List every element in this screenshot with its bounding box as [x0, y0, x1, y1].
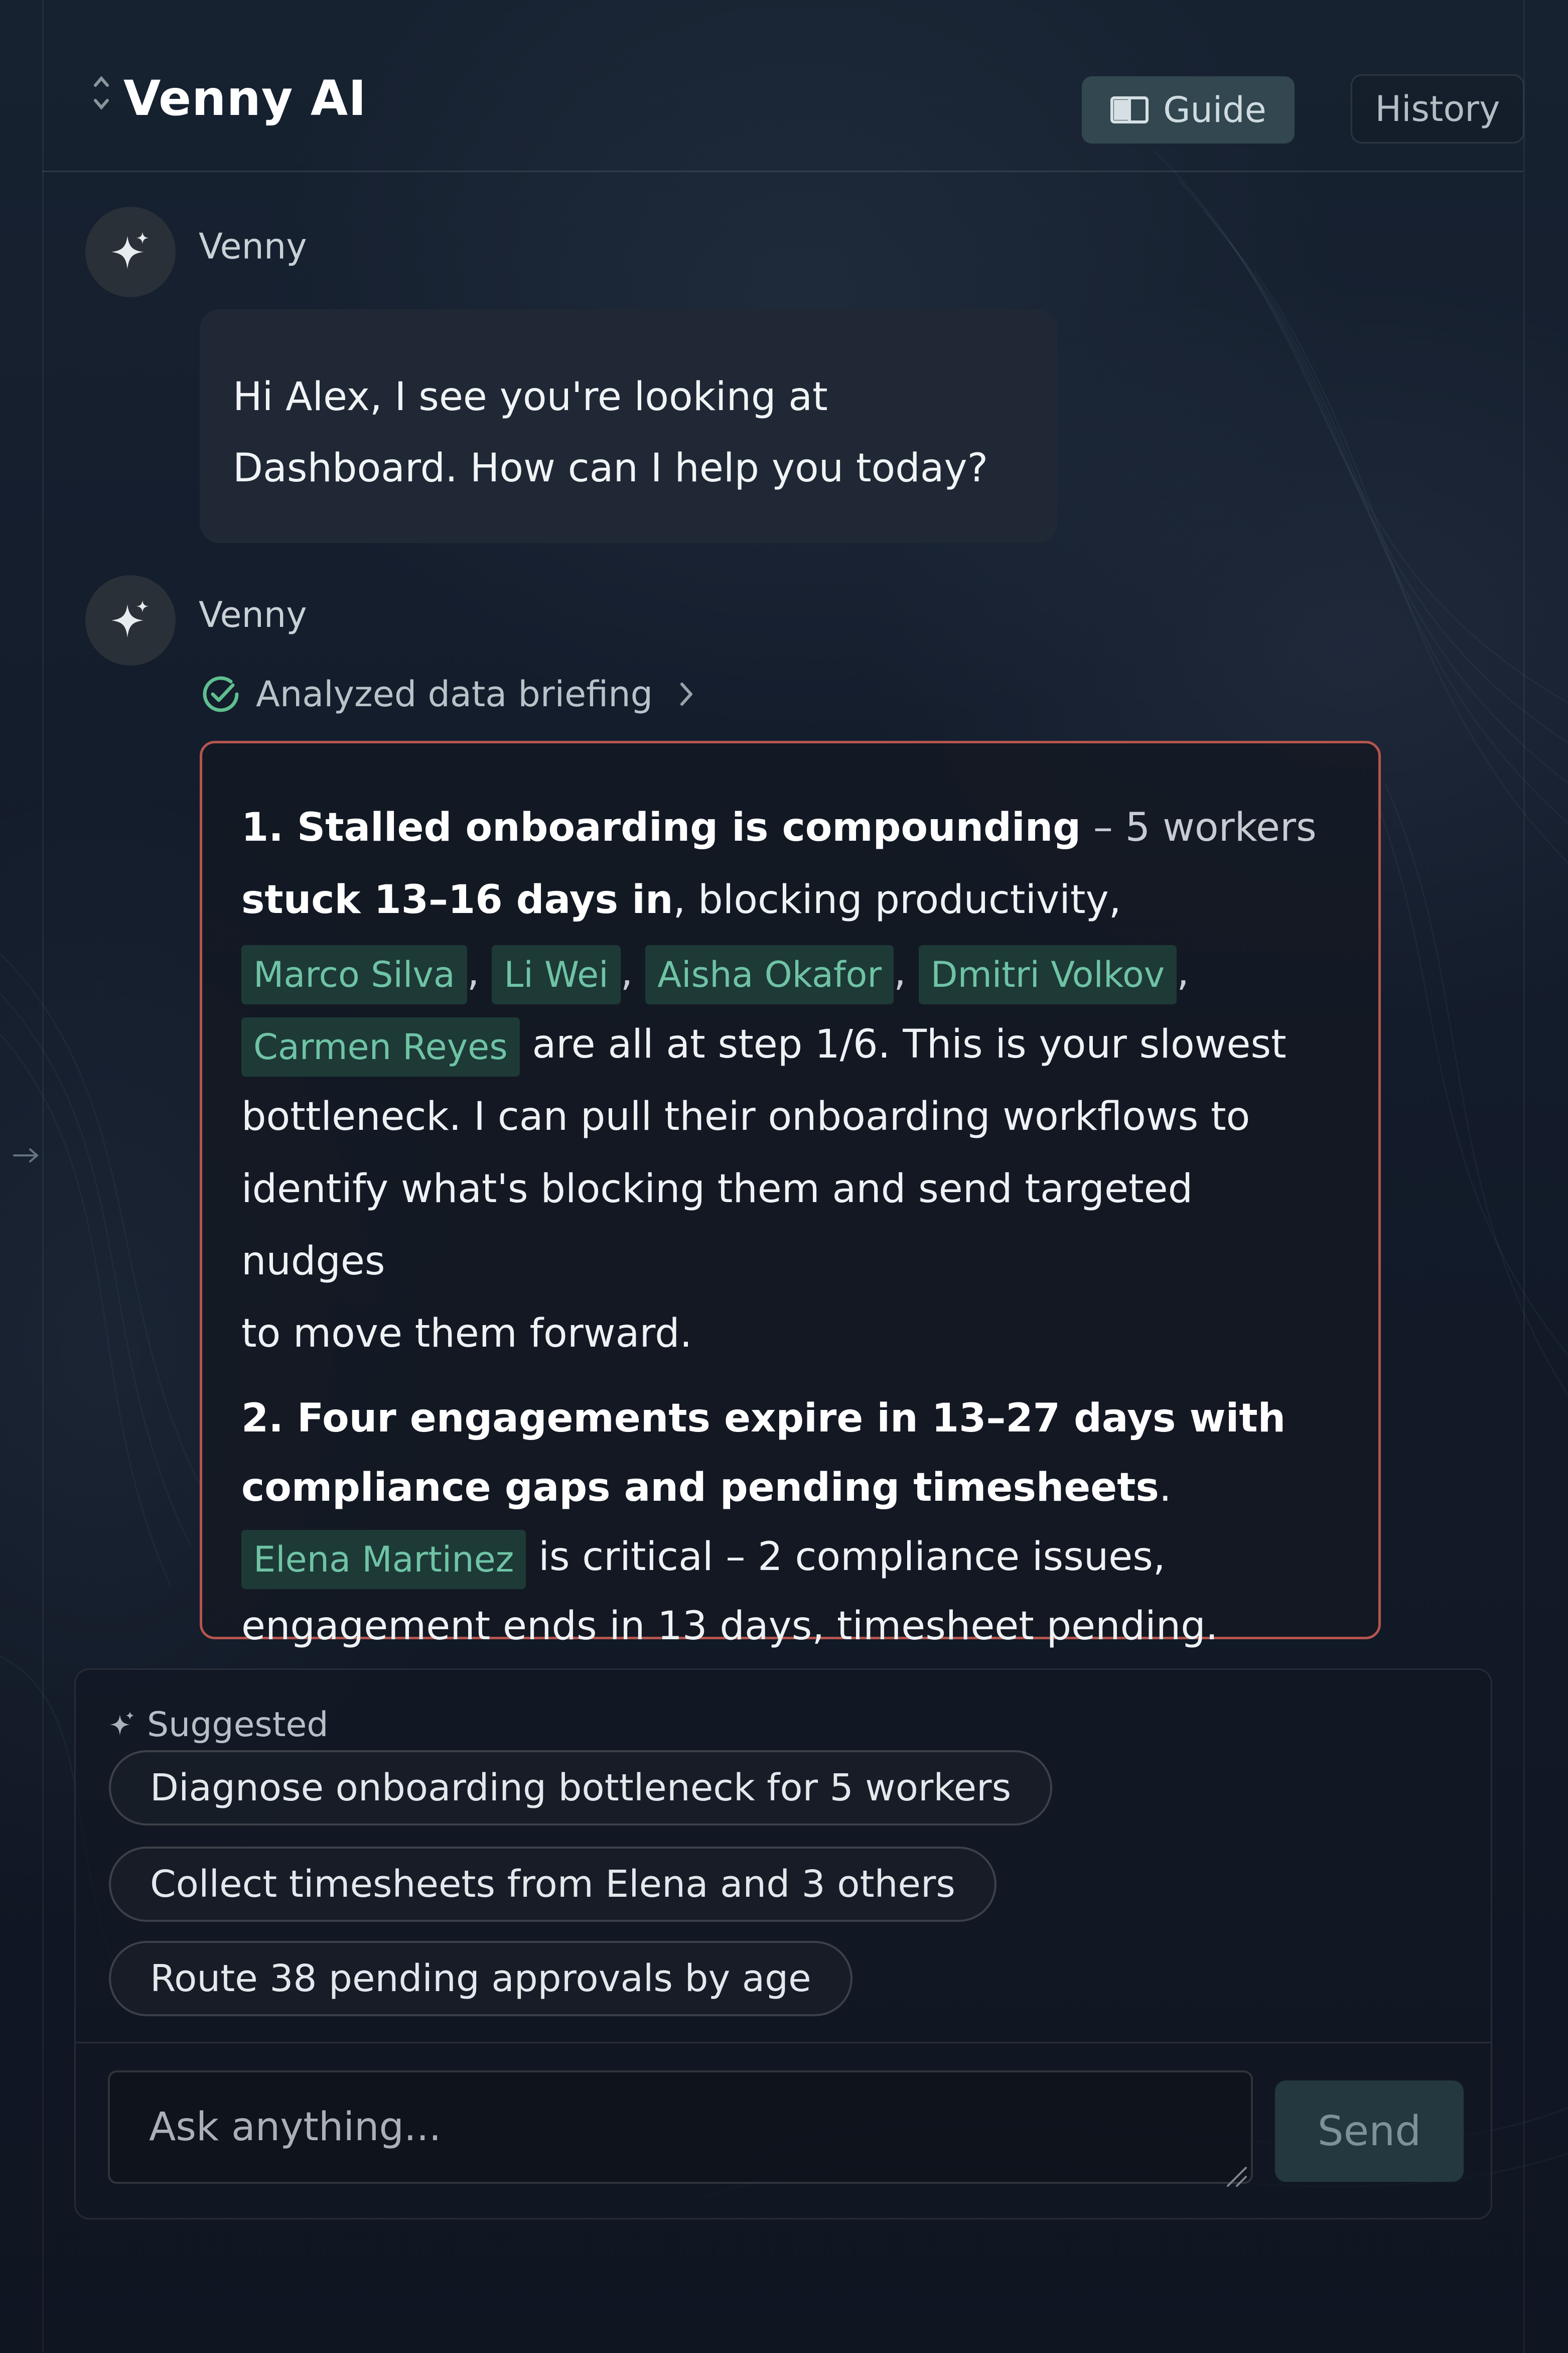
- guide-button[interactable]: [1082, 76, 1295, 144]
- composer-divider: [76, 2042, 1491, 2043]
- left-rail-divider: [42, 0, 44, 2353]
- data-briefing-card: [200, 741, 1381, 1649]
- worker-chip-dmitri-volkov[interactable]: Dmitri Volkov: [919, 945, 1177, 1004]
- briefing-text: – 5 workers: [1081, 805, 1317, 850]
- history-button[interactable]: History: [1351, 74, 1524, 144]
- check-circle-icon: [200, 673, 242, 715]
- chevron-right-icon: [677, 679, 697, 709]
- message-line: Hi Alex, I see you're looking at: [233, 374, 828, 420]
- sender-name: Venny: [199, 226, 307, 267]
- suggestion-chip-timesheets[interactable]: Collect timesheets from Elena and 3 others: [109, 1847, 996, 1922]
- suggested-label: Suggested: [147, 1705, 329, 1745]
- briefing-heading: stuck 13–16 days in: [241, 877, 673, 923]
- venny-avatar: [85, 575, 176, 666]
- briefing-heading: 1. Stalled onboarding is compounding: [241, 805, 1081, 850]
- worker-chip-li-wei[interactable]: Li Wei: [492, 945, 620, 1004]
- briefing-text: bottleneck. I can pull their onboarding workflows to: [241, 1094, 1250, 1139]
- worker-chip-marco-silva[interactable]: Marco Silva: [241, 945, 467, 1004]
- message-line: Dashboard. How can I help you today?: [233, 446, 988, 491]
- collapse-icon[interactable]: [90, 70, 120, 115]
- suggestion-chip-onboarding[interactable]: Diagnose onboarding bottleneck for 5 workers: [109, 1750, 1052, 1825]
- worker-chip-elena-martinez[interactable]: Elena Martinez: [241, 1530, 526, 1589]
- briefing-text: are all at step 1/6. This is your slowest: [519, 1022, 1287, 1067]
- briefing-heading: compliance gaps and pending timesheets: [241, 1465, 1159, 1510]
- worker-chip-aisha-okafor[interactable]: Aisha Okafor: [645, 945, 894, 1004]
- worker-chip-carmen-reyes[interactable]: Carmen Reyes: [241, 1017, 520, 1077]
- briefing-heading: 2. Four engagements expire in 13–27 days with: [241, 1396, 1286, 1441]
- briefing-text: identify what's blocking them and send targeted nudges: [241, 1166, 1193, 1284]
- sparkle-icon: [107, 597, 154, 643]
- sender-name: Venny: [199, 594, 307, 635]
- assistant-message-bubble: [200, 309, 1058, 543]
- panel-header: [42, 0, 1523, 172]
- app-title: Venny AI: [123, 70, 367, 126]
- tool-step-label: Analyzed data briefing: [256, 674, 653, 715]
- briefing-item-engagements: [241, 1384, 1345, 1661]
- briefing-text: .: [1159, 1465, 1172, 1510]
- briefing-item-onboarding: 1. Stalled onboarding is compounding – 5 workers stuck 13–16 days in, blocking productivity, Marco Silva , Li Wei , Aisha Okafor , Dmitri Volkov , Carmen Reyes are all at step 1/6. This is your slowest bottleneck. I can pull their onboarding workflows to identify what's blocking them and send targeted nudges to move them forward.: [241, 805, 1317, 1356]
- ask-input[interactable]: [108, 2070, 1253, 2184]
- suggestions-composer-panel: [74, 1668, 1492, 2219]
- briefing-text: engagement ends in 13 days, timesheet pending.: [241, 1604, 1218, 1649]
- briefing-text: to move them forward.: [241, 1311, 692, 1356]
- expand-arrow-icon[interactable]: [11, 1140, 41, 1170]
- guide-label: Guide: [1163, 89, 1266, 130]
- sparkle-icon: [107, 229, 154, 275]
- suggested-heading: [108, 1702, 329, 1747]
- book-icon: [1110, 95, 1149, 125]
- right-rail-divider: [1523, 0, 1525, 2353]
- resize-grip-icon[interactable]: [1221, 2161, 1251, 2191]
- sparkle-icon: [108, 1711, 136, 1739]
- briefing-text: , blocking productivity,: [673, 877, 1121, 923]
- suggestion-chip-approvals[interactable]: Route 38 pending approvals by age: [109, 1941, 852, 2016]
- briefing-text: is critical – 2 compliance issues,: [526, 1534, 1166, 1580]
- venny-avatar: [85, 207, 176, 297]
- tool-step-analyzed-briefing[interactable]: [200, 672, 697, 717]
- send-button[interactable]: Send: [1275, 2080, 1464, 2182]
